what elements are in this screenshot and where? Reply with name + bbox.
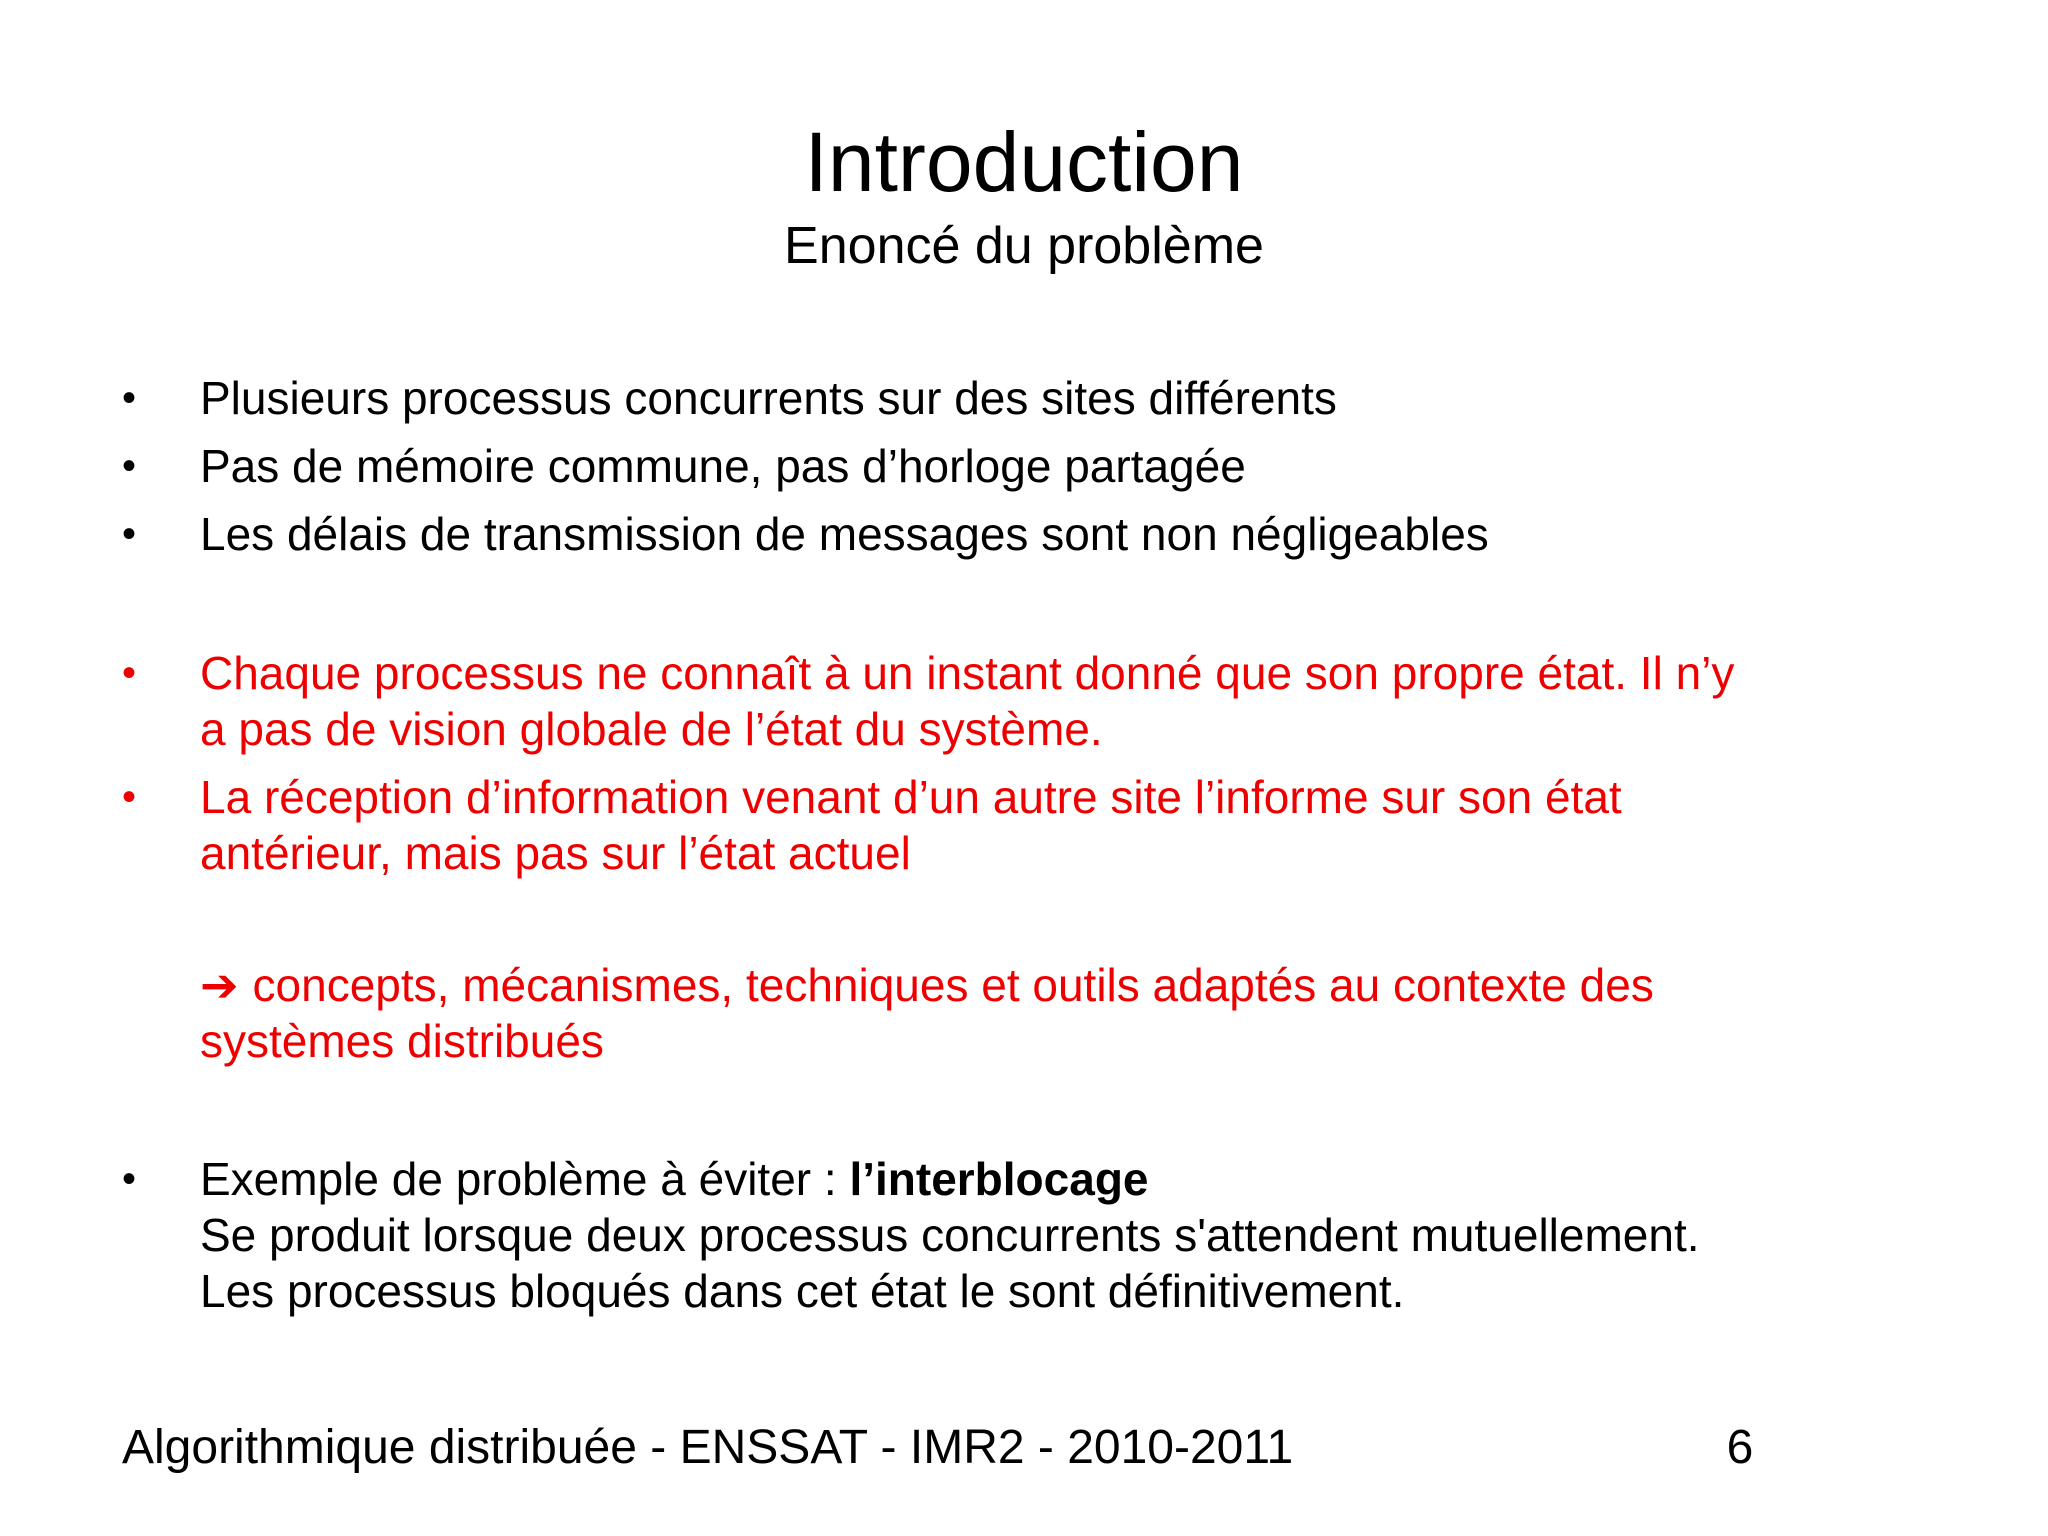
page-number: 6 — [1726, 1421, 1754, 1474]
example-keyword: l’interblocage — [849, 1153, 1149, 1205]
conclusion-line: systèmes distribués — [200, 1015, 604, 1067]
conclusion-text: concepts, mécanismes, techniques et outils adaptés au contexte des — [252, 959, 1654, 1011]
example-prefix: Exemple de problème à éviter : — [200, 1153, 850, 1205]
bullet-icon: • — [122, 651, 137, 695]
bullet-text: Plusieurs processus concurrents sur des sites différents — [200, 372, 1337, 424]
bullet-text-line: antérieur, mais pas sur l’état actuel — [200, 827, 911, 879]
arrow-right-icon: ➔ — [200, 959, 239, 1011]
example-line: Se produit lorsque deux processus concurrents s'attendent mutuellement. — [200, 1209, 1700, 1261]
conclusion-line — [200, 957, 1960, 1013]
bullet-icon: • — [122, 444, 137, 488]
slide-title: Introduction — [804, 115, 1244, 209]
bullet-text-line: a pas de vision globale de l’état du système. — [200, 703, 1103, 755]
bullet-text-line: La réception d’information venant d’un autre site l’informe sur son état — [200, 771, 1622, 823]
bullet-icon: • — [122, 775, 137, 819]
footer-course: Algorithmique distribuée - ENSSAT - IMR2 - 2010-2011 — [122, 1421, 1294, 1474]
bullet-icon: • — [122, 1157, 137, 1201]
bullet-text-line: Chaque processus ne connaît à un instant donné que son propre état. Il n’y — [200, 647, 1735, 699]
bullet-text: Les délais de transmission de messages sont non négligeables — [200, 508, 1489, 560]
example-line — [200, 1151, 1960, 1207]
example-line: Les processus bloqués dans cet état le sont définitivement. — [200, 1265, 1405, 1317]
bullet-text: Pas de mémoire commune, pas d’horloge partagée — [200, 440, 1246, 492]
slide-subtitle: Enoncé du problème — [784, 217, 1264, 275]
bullet-icon: • — [122, 512, 137, 556]
bullet-icon: • — [122, 376, 137, 420]
